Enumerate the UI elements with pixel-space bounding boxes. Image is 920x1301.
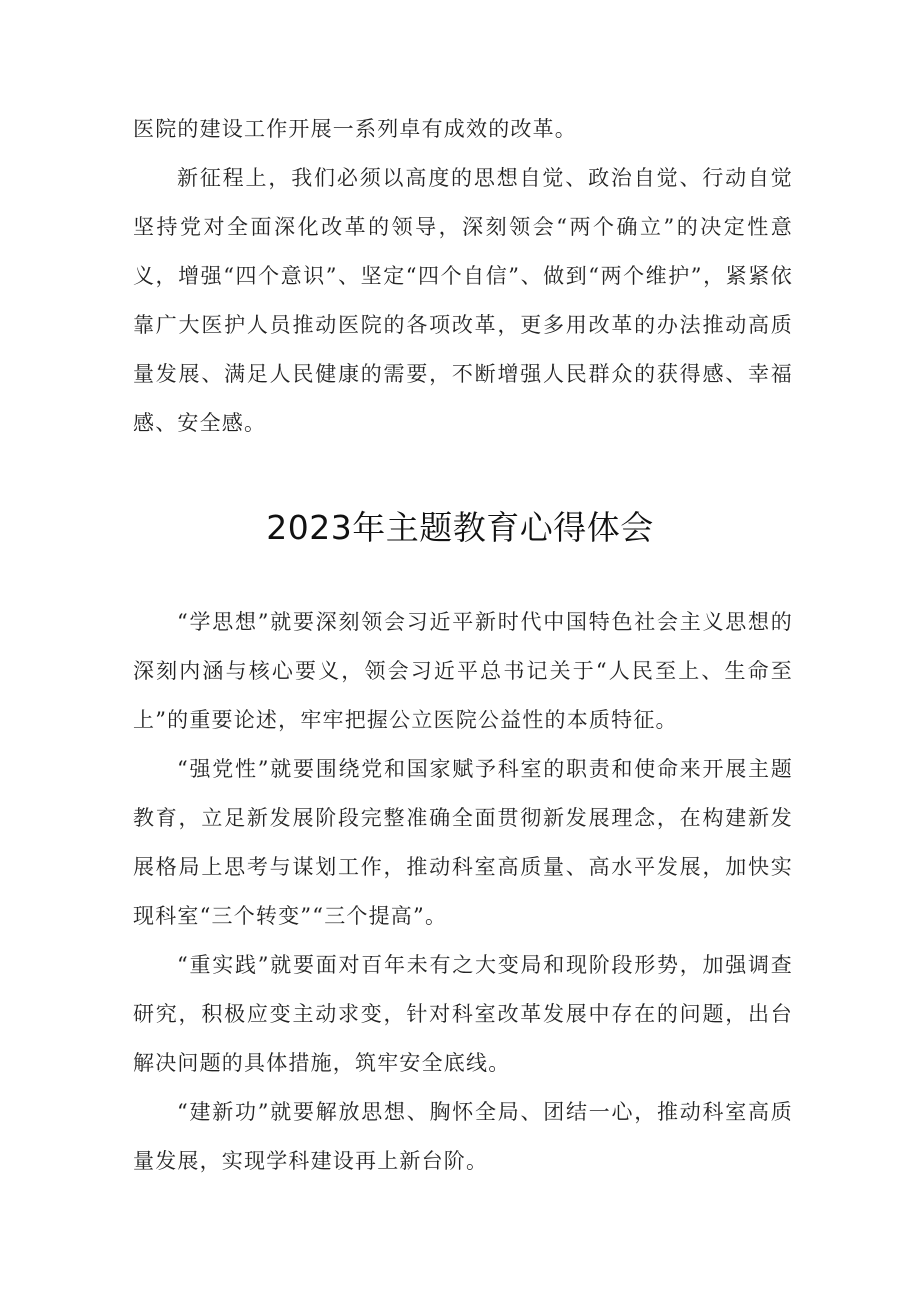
paragraph-continuation: 医院的建设工作开展一系列卓有成效的改革。	[133, 117, 577, 141]
paragraph-study-thought: “学思想”就要深刻领会习近平新时代中国特色社会主义思想的深刻内涵与核心要义，领会习近平总书记关于“人民至上、生命至上”的重要论述，牢牢把握公立医院公益性的本质特征。	[133, 610, 793, 732]
paragraph-new-merit: “建新功”就要解放思想、胸怀全局、团结一心，推动科室高质量发展，实现学科建设再上新台阶。	[133, 1100, 793, 1173]
document-title: 2023年主题教育心得体会	[266, 508, 654, 547]
paragraph-new-journey: 新征程上，我们必须以高度的思想自觉、政治自觉、行动自觉坚持党对全面深化改革的领导，深刻领会“两个确立”的决定性意义，增强“四个意识”、坚定“四个自信”、做到“两个维护”，紧紧依靠广大医护人员推动医院的各项改革，更多用改革的办法推动高质量发展、满足人民健康的需要，不断增强人民群众的获得感、幸福感、安全感。	[133, 166, 793, 435]
paragraph-strengthen-party: “强党性”就要围绕党和国家赋予科室的职责和使命来开展主题教育，立足新发展阶段完整准确全面贯彻新发展理念，在构建新发展格局上思考与谋划工作，推动科室高质量、高水平发展，加快实现科室“三个转变”“三个提高”。	[133, 757, 793, 928]
paragraph-practice: “重实践”就要面对百年未有之大变局和现阶段形势，加强调查研究，积极应变主动求变，针对科室改革发展中存在的问题，出台解决问题的具体措施，筑牢安全底线。	[133, 953, 793, 1075]
